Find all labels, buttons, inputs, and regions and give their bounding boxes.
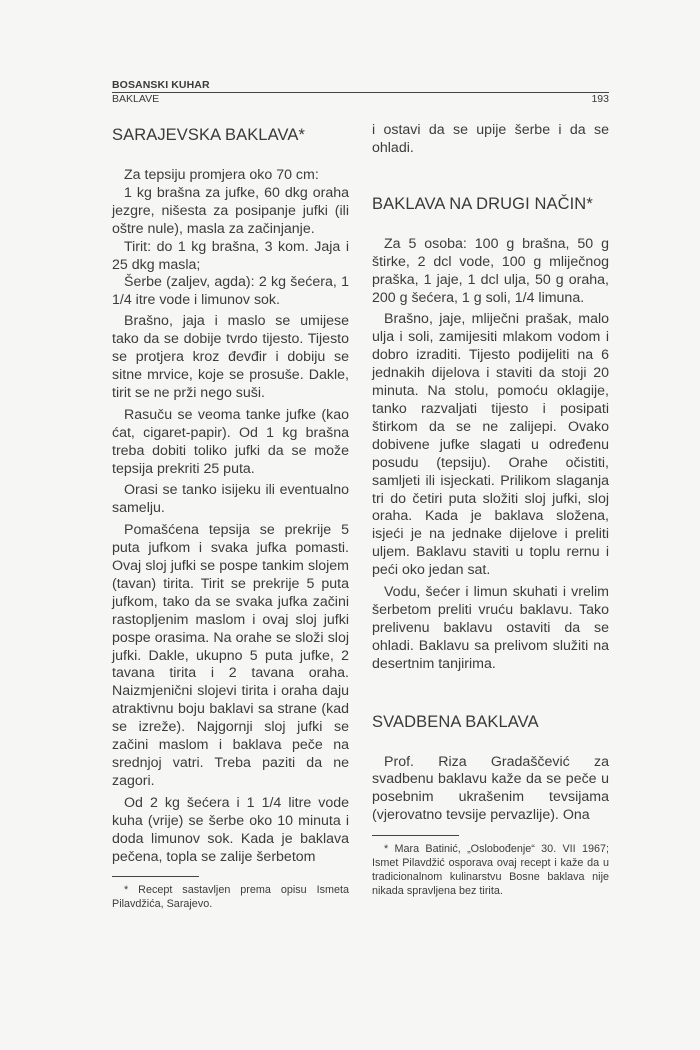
paragraph-continuation: i ostavi da se upije šerbe i da se ohladi. <box>372 122 609 156</box>
recipe-heading-svadbena-baklava: SVADBENA BAKLAVA <box>372 712 539 731</box>
paragraph: Orasi se tanko isijeku ili eventualno samelju. <box>112 482 349 517</box>
recipe-heading-baklava-na-drugi-nacin: BAKLAVA NA DRUGI NAČIN* <box>372 194 593 213</box>
footnote: * Recept sastavljen prema opisu Ismeta Pilavdžića, Sarajevo. <box>112 884 349 911</box>
header-rule <box>112 92 609 93</box>
paragraph: Rasuču se veoma tanke jufke (kao ćat, cigaret-papir). Od 1 kg brašna treba dobiti toliko jufki da se može tepsija prekriti 25 puta. <box>112 406 349 477</box>
footnote: * Mara Batinić, „Oslobođenje“ 30. VII 1967; Ismet Pilavdžić osporava ovaj recept i kaže da u tradicionalnom kulinarstvu Bosne baklava nije nikada spravljena bez tirita. <box>372 843 609 898</box>
paragraph: Vodu, šećer i limun skuhati i vrelim šerbetom preliti vruću baklavu. Tako prelivenu baklavu ostaviti da se ohladi. Baklavu sa prelivom služiti na desertnim tanjirima. <box>372 584 609 672</box>
page-number: 193 <box>591 93 609 105</box>
paragraph: Tirit: do 1 kg brašna, 3 kom. Jaja i 25 dkg masla; <box>112 238 349 273</box>
paragraph: 1 kg brašna za jufke, 60 dkg oraha jezgre, nišesta za posipanje jufki (ili oštre nule), masla za začinjanje. <box>112 184 349 237</box>
paragraph: Pomašćena tepsija se prekrije 5 puta jufkom i svaka jufka pomasti. Ovaj sloj jufki se pospe tankim slojem (tavan) tirita. Tirit se prekrije 5 puta jufkom, tako da se svaka jufka začini rastopljenim maslom i ovaj sloj jufki pospe orasima. Na orahe se složi sloj jufki. Dakle, ukupno 5 puta jufke, 2 tavana tirita i 2 tavana oraha. Naizmjenični slojevi tirita i oraha daju atraktivnu boju baklavi sa strane (kad se izreže). Najgornji sloj jufki se začini maslom i baklava peče na srednjoj vatri. Treba paziti da ne zagori. <box>112 522 349 789</box>
book-title: BOSANSKI KUHAR <box>112 79 210 91</box>
left-column <box>112 122 349 915</box>
footnote-rule <box>372 835 459 836</box>
paragraph: Prof. Riza Gradaščević za svadbenu baklavu kaže da se peče u posebnim ukrašenim tevsijama (vjerovatno tevsije pervazlije). Ona <box>372 753 609 824</box>
paragraph: Brašno, jaja i maslo se umijese tako da se dobije tvrdo tijesto. Tijesto se protjera kroz đevđir i dobiju se sitne mrvice, koje se prosuše. Dakle, tirit se ne prži nego suši. <box>112 313 349 401</box>
right-column <box>372 122 609 902</box>
footnote-rule <box>112 876 199 877</box>
chapter-name: BAKLAVE <box>112 93 160 105</box>
running-head <box>112 72 609 108</box>
paragraph: Od 2 kg šećera i 1 1/4 litre vode kuha (vrije) se šerbe oko 10 minuta i doda limunov sok. Kada je baklava pečena, topla se zalije šerbetom <box>112 794 349 865</box>
paragraph: Šerbe (zaljev, agda): 2 kg šećera, 1 1/4 itre vode i limunov sok. <box>112 274 349 309</box>
paragraph: Brašno, jaje, mliječni prašak, malo ulja i soli, zamijesiti mlakom vodom i dobro izraditi. Tijesto podijeliti na 6 jednakih dijelova i staviti da stoji 20 minuta. Na stolu, pomoću oklagije, tanko razvaljati tijesto i posipati štirkom da se ne zalijepi. Ovako dobivene jufke slagati u određenu posudu (tepsiju). Orahe očistiti, samljeti ili isjeckati. Prilikom slaganja tri do četiri puta složiti sloj jufki, sloj oraha. Kada je baklava složena, isjeći je na jednake dijelove i preliti uljem. Baklavu staviti u toplu rernu i peći oko jedan sat. <box>372 311 609 579</box>
book-page <box>112 72 609 911</box>
paragraph: Za 5 osoba: 100 g brašna, 50 g štirke, 2 dcl vode, 100 g mliječnog praška, 1 jaje, 1 dcl ulja, 50 g oraha, 200 g šećera, 1 g soli, 1/4 limuna. <box>372 235 609 306</box>
paragraph: Za tepsiju promjera oko 70 cm: <box>124 167 319 183</box>
recipe-heading-sarajevska-baklava: SARAJEVSKA BAKLAVA* <box>112 126 305 144</box>
